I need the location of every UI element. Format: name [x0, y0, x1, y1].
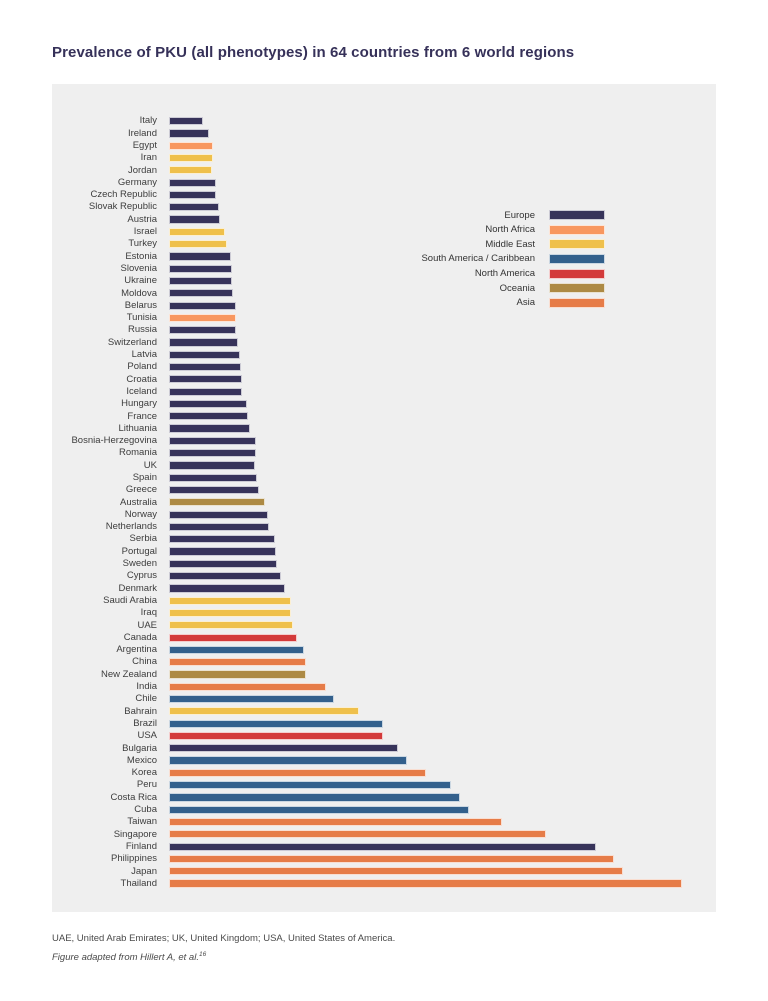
chart-bar: [169, 523, 269, 531]
country-label: Moldova: [121, 287, 157, 299]
country-label: Jordan: [127, 164, 157, 176]
chart-bar: [169, 560, 277, 568]
country-label: UAE: [137, 619, 157, 631]
chart-row: [52, 521, 716, 533]
chart-bar: [169, 572, 281, 580]
chart-row: [52, 386, 716, 398]
chart-row: [52, 152, 716, 164]
country-label: Serbia: [129, 533, 157, 545]
country-label: Egypt: [132, 139, 157, 151]
chart-bar: [169, 879, 682, 887]
country-label: Tunisia: [126, 312, 157, 324]
country-label: Netherlands: [105, 521, 157, 533]
country-label: Denmark: [118, 582, 157, 594]
chart-row: [52, 496, 716, 508]
chart-bar: [169, 486, 259, 494]
chart-row: [52, 718, 716, 730]
chart-bar: [169, 474, 257, 482]
chart-row: [52, 533, 716, 545]
chart-row: [52, 349, 716, 361]
legend-label: Middle East: [485, 238, 535, 250]
chart-bar: [169, 191, 216, 199]
chart-row: [52, 127, 716, 139]
chart-row: [52, 742, 716, 754]
country-label: Taiwan: [127, 816, 157, 828]
chart-bar: [169, 142, 213, 150]
country-label: Canada: [123, 631, 157, 643]
country-label: Iceland: [126, 385, 157, 397]
chart-row: [52, 595, 716, 607]
chart-row: [52, 644, 716, 656]
chart-row: [52, 841, 716, 853]
legend-label: Europe: [504, 209, 535, 221]
country-label: Israel: [133, 226, 157, 238]
chart-row: [52, 238, 716, 250]
country-label: Ukraine: [124, 275, 157, 287]
chart-bar: [169, 388, 242, 396]
country-label: Singapore: [113, 828, 157, 840]
country-label: Estonia: [125, 250, 157, 262]
country-label: Greece: [125, 484, 157, 496]
chart-row: [52, 287, 716, 299]
country-label: Peru: [136, 779, 157, 791]
chart-row: [52, 767, 716, 779]
chart-panel: [52, 84, 716, 912]
country-label: Slovak Republic: [88, 201, 157, 213]
chart-bar: [169, 511, 268, 519]
chart-bar: [169, 855, 614, 863]
country-label: UK: [143, 459, 157, 471]
country-label: Thailand: [120, 877, 157, 889]
chart-bar: [169, 769, 426, 777]
chart-bar: [169, 400, 247, 408]
country-label: USA: [137, 730, 157, 742]
chart-bar: [169, 597, 291, 605]
footnote: [52, 931, 395, 965]
legend-label: North America: [474, 267, 535, 279]
chart-row: [52, 484, 716, 496]
chart-row: [52, 668, 716, 680]
chart-row: [52, 816, 716, 828]
chart-bar: [169, 252, 231, 260]
chart-row: [52, 140, 716, 152]
chart-row: [52, 509, 716, 521]
chart-row: [52, 209, 716, 225]
chart-bar: [169, 634, 297, 642]
chart-row: [52, 435, 716, 447]
chart-bar: [169, 756, 407, 764]
country-label: New Zealand: [101, 668, 157, 680]
chart-row: [52, 176, 716, 188]
chart-row: [52, 336, 716, 348]
chart-bar: [169, 338, 238, 346]
chart-bar: [169, 584, 285, 592]
chart-bar: [169, 843, 596, 851]
country-label: Russia: [127, 324, 157, 336]
chart-bar: [169, 363, 241, 371]
chart-row: [52, 877, 716, 889]
country-label: Italy: [139, 115, 157, 127]
chart-bar: [169, 547, 276, 555]
chart-bar: [169, 781, 451, 789]
chart-row: [52, 865, 716, 877]
chart-bar: [169, 228, 225, 236]
chart-bar: [169, 129, 209, 137]
chart-row: [52, 607, 716, 619]
country-label: Sweden: [122, 558, 157, 570]
chart-row: [52, 545, 716, 557]
chart-bar: [169, 179, 216, 187]
chart-row: [52, 373, 716, 385]
chart-row: [52, 189, 716, 201]
country-label: Hungary: [121, 398, 157, 410]
chart-bar: [169, 351, 240, 359]
country-label: France: [127, 410, 157, 422]
country-label: Ireland: [127, 127, 157, 139]
chart-row: [52, 250, 716, 265]
chart-row: [52, 312, 716, 324]
country-label: Croatia: [126, 373, 157, 385]
country-label: Brazil: [133, 717, 157, 729]
country-label: Saudi Arabia: [103, 594, 157, 606]
chart-bar: [169, 326, 236, 334]
chart-bar: [169, 424, 250, 432]
chart-row: [52, 570, 716, 582]
country-label: Australia: [120, 496, 157, 508]
chart-bar: [169, 166, 212, 174]
chart-bar: [169, 289, 233, 297]
country-label: Spain: [132, 472, 157, 483]
chart-row: [52, 447, 716, 459]
legend-label: Asia: [516, 297, 535, 309]
chart-row: [52, 631, 716, 643]
chart-row: [52, 422, 716, 434]
country-label: Korea: [131, 767, 157, 779]
footnote-source: [52, 947, 395, 966]
chart-row: [52, 361, 716, 373]
chart-bar: [169, 744, 398, 752]
chart-bar: [169, 302, 236, 310]
country-label: China: [132, 656, 157, 668]
chart-bar: [169, 375, 242, 383]
chart-bar: [169, 683, 326, 691]
chart-row: [52, 324, 716, 336]
chart-row: [52, 299, 716, 311]
chart-row: [52, 828, 716, 840]
legend-label: North Africa: [485, 224, 535, 236]
chart-bar: [169, 646, 304, 654]
country-label: Slovenia: [120, 262, 157, 274]
chart-bar: [169, 867, 623, 875]
chart-row: [52, 410, 716, 422]
chart-row: [52, 730, 716, 742]
chart-bar: [169, 412, 248, 420]
country-label: Iraq: [140, 607, 157, 619]
chart-bar: [169, 658, 306, 666]
chart-bar-rows: [52, 115, 716, 890]
country-label: Chile: [135, 693, 157, 705]
chart-row: [52, 804, 716, 816]
country-label: Norway: [124, 508, 157, 520]
country-label: Mexico: [126, 754, 157, 766]
chart-row: [52, 693, 716, 705]
chart-bar: [169, 314, 236, 322]
chart-bar: [169, 215, 220, 223]
chart-bar: [169, 720, 383, 728]
country-label: Portugal: [121, 545, 157, 557]
chart-bar: [169, 732, 383, 740]
footnote-reference-number: 16: [198, 950, 207, 958]
country-label: Iran: [140, 152, 157, 164]
chart-row: [52, 582, 716, 594]
chart-row: [52, 656, 716, 668]
chart-bar: [169, 707, 359, 715]
page-title: Prevalence of PKU (all phenotypes) in 64 countries from 6 world regions: [52, 44, 575, 61]
country-label: Cyprus: [126, 570, 157, 582]
chart-row: [52, 472, 716, 484]
chart-bar: [169, 818, 502, 826]
chart-bar: [169, 154, 213, 162]
chart-row: [52, 853, 716, 865]
country-label: Japan: [131, 865, 157, 877]
chart-row: [52, 619, 716, 631]
chart-row: [52, 705, 716, 717]
country-label: Latvia: [131, 349, 157, 361]
country-label: Costa Rica: [110, 791, 157, 803]
chart-row: [52, 754, 716, 766]
chart-row: [52, 558, 716, 570]
chart-bar: [169, 461, 255, 469]
country-label: Switzerland: [107, 336, 157, 348]
country-label: Germany: [117, 176, 157, 188]
chart-bar: [169, 535, 275, 543]
chart-row: [52, 115, 716, 127]
legend-label: Oceania: [499, 282, 535, 294]
country-label: Argentina: [116, 644, 157, 656]
chart-bar: [169, 621, 293, 629]
country-label: Bosnia-Herzegovina: [71, 435, 157, 447]
footnote-source-text: Figure adapted from Hillert A, et al.: [52, 951, 199, 963]
chart-row: [52, 398, 716, 410]
country-label: Czech Republic: [90, 189, 157, 201]
chart-bar: [169, 265, 232, 273]
chart-bar: [169, 117, 203, 125]
chart-row: [52, 791, 716, 803]
chart-row: [52, 201, 716, 213]
chart-row: [52, 779, 716, 791]
country-label: India: [136, 681, 157, 693]
country-label: Lithuania: [118, 422, 157, 434]
chart-bar: [169, 449, 256, 457]
chart-bar: [169, 609, 291, 617]
country-label: Romania: [118, 447, 157, 459]
chart-row: [52, 164, 716, 176]
chart-row: [52, 681, 716, 693]
chart-bar: [169, 277, 232, 285]
chart-bar: [169, 806, 469, 814]
chart-bar: [169, 670, 306, 678]
chart-bar: [169, 240, 227, 248]
chart-row: [52, 459, 716, 471]
chart-bar: [169, 203, 219, 211]
chart-row: [52, 226, 716, 238]
legend-label: South America / Caribbean: [421, 253, 535, 265]
country-label: Poland: [127, 361, 157, 373]
country-label: Cuba: [134, 804, 157, 816]
chart-bar: [169, 695, 334, 703]
chart-row: [52, 275, 716, 287]
chart-bar: [169, 498, 265, 506]
chart-bar: [169, 830, 546, 838]
country-label: Bahrain: [124, 705, 157, 717]
country-label: Belarus: [124, 299, 157, 311]
chart-row: [52, 263, 716, 275]
country-label: Philippines: [111, 853, 157, 865]
footnote-abbreviations: UAE, United Arab Emirates; UK, United Kingdom; USA, United States of America.: [52, 933, 396, 944]
country-label: Turkey: [128, 238, 157, 250]
chart-bar: [169, 793, 460, 801]
country-label: Austria: [127, 213, 157, 225]
country-label: Bulgaria: [122, 742, 157, 754]
chart-bar: [169, 437, 256, 445]
country-label: Finland: [125, 840, 157, 852]
